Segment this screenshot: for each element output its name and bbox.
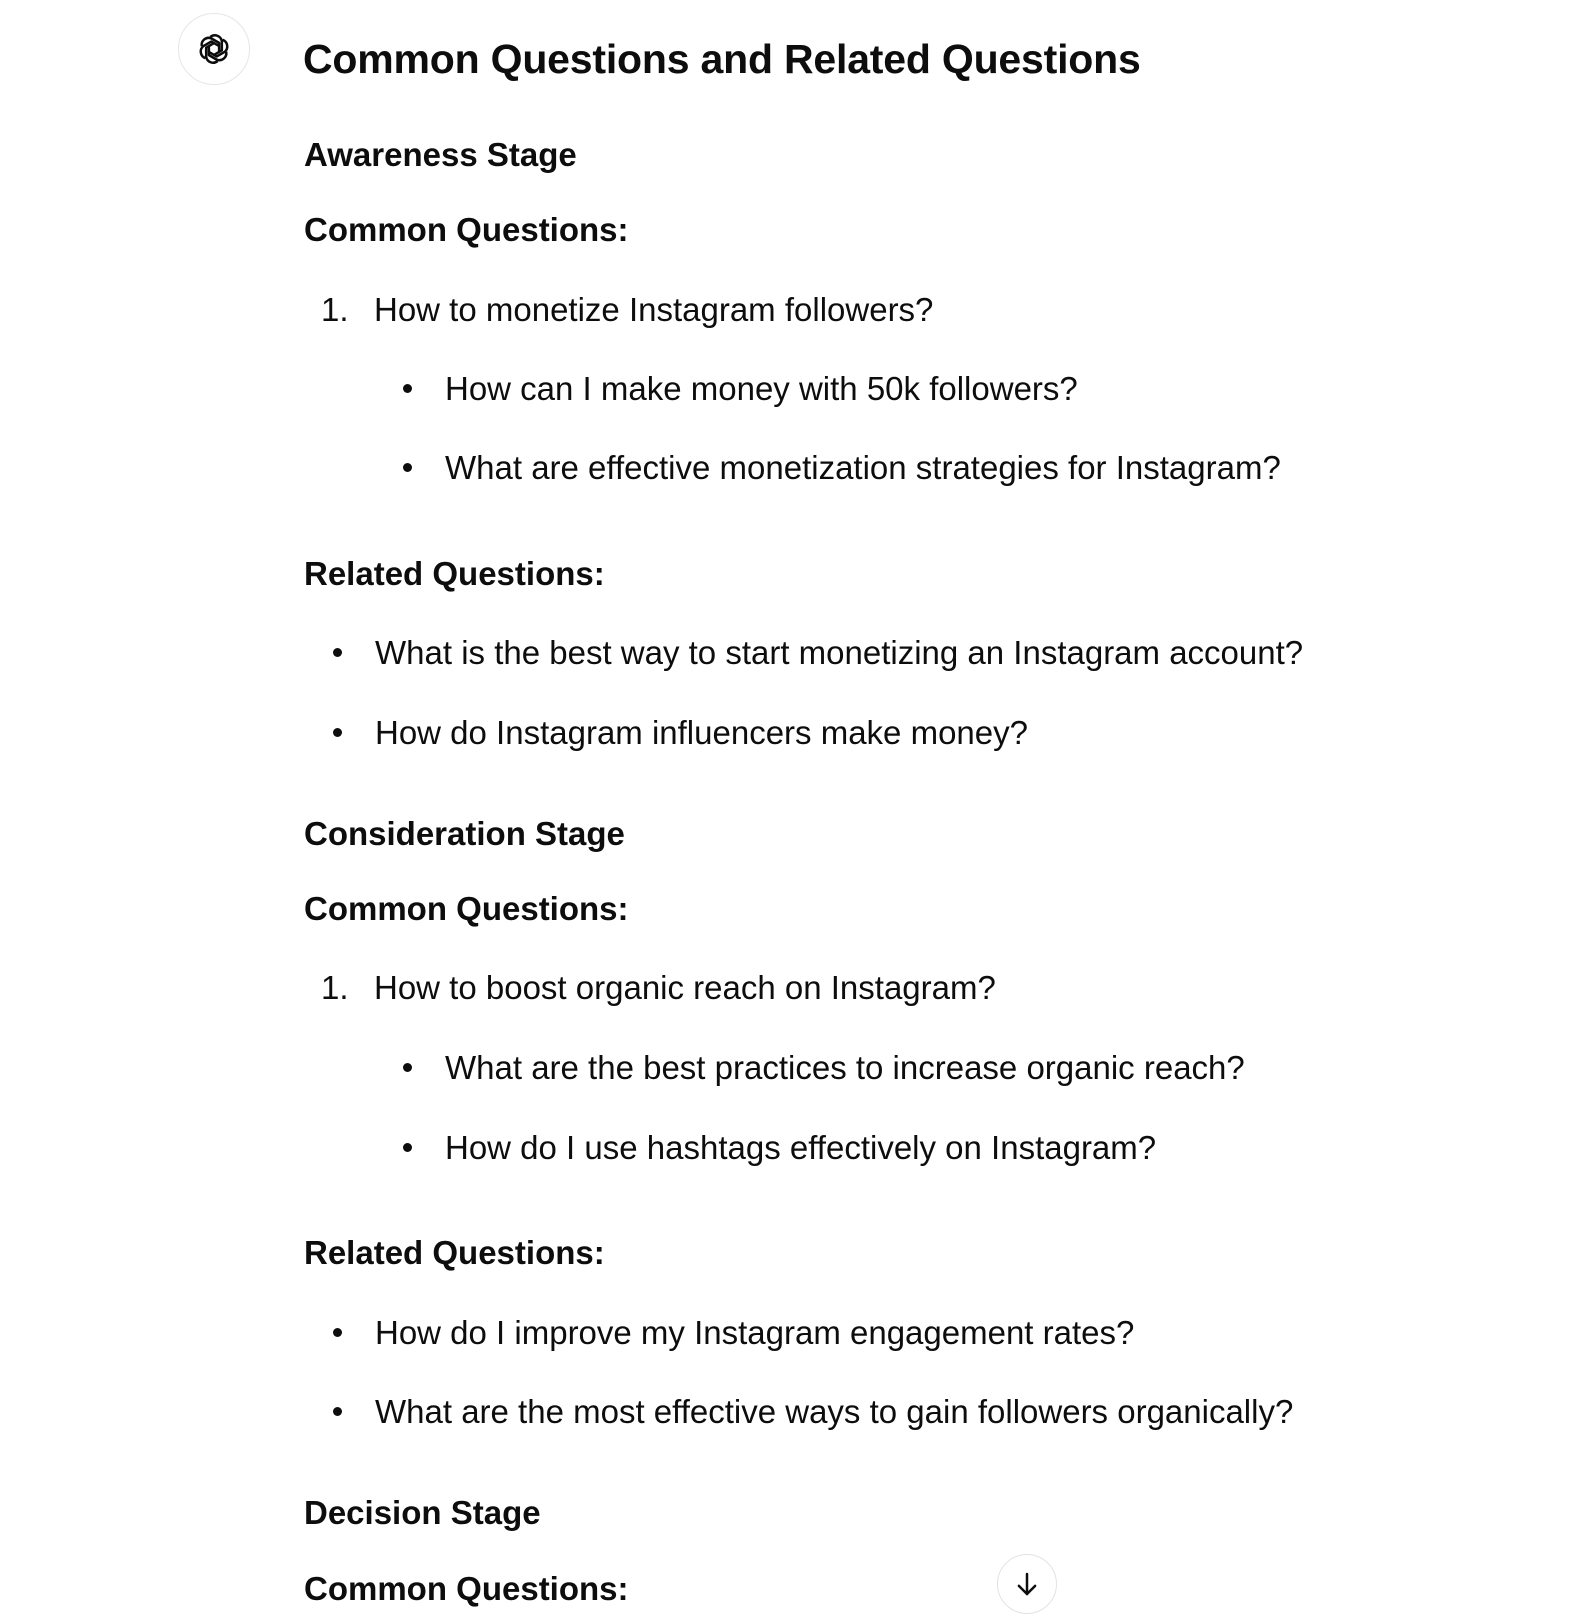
common-question: How to boost organic reach on Instagram? [374,969,996,1006]
stage-heading-decision: Decision Stage [304,1494,541,1531]
sub-question: What are the best practices to increase organic reach? [445,1049,1245,1086]
sub-question: How do I use hashtags effectively on Instagram? [445,1129,1157,1166]
bullet-icon [333,648,342,657]
related-question: How do I improve my Instagram engagement rates? [375,1314,1135,1351]
related-question: What is the best way to start monetizing an Instagram account? [375,634,1304,671]
list-number: 1. [321,969,349,1006]
assistant-avatar [178,13,250,85]
bullet-icon [403,1143,412,1152]
related-question: What are the most effective ways to gain followers organically? [375,1393,1294,1430]
message-title: Common Questions and Related Questions [303,36,1141,82]
stage-heading-consideration: Consideration Stage [304,815,625,852]
bullet-icon [333,1328,342,1337]
related-question: How do Instagram influencers make money? [375,714,1028,751]
stage-heading-awareness: Awareness Stage [304,136,577,173]
bullet-icon [403,1063,412,1072]
openai-logo-icon [194,29,234,69]
common-questions-label: Common Questions: [304,1570,629,1607]
bullet-icon [403,384,412,393]
common-questions-label: Common Questions: [304,890,629,927]
related-questions-label: Related Questions: [304,555,605,592]
sub-question: How can I make money with 50k followers? [445,370,1078,407]
sub-question: What are effective monetization strategies for Instagram? [445,449,1281,486]
arrow-down-icon [1012,1569,1042,1599]
common-questions-label: Common Questions: [304,211,629,248]
list-number: 1. [321,291,349,328]
bullet-icon [403,463,412,472]
scroll-to-bottom-button[interactable] [997,1554,1057,1614]
related-questions-label: Related Questions: [304,1234,605,1271]
bullet-icon [333,728,342,737]
common-question: How to monetize Instagram followers? [374,291,934,328]
bullet-icon [333,1407,342,1416]
